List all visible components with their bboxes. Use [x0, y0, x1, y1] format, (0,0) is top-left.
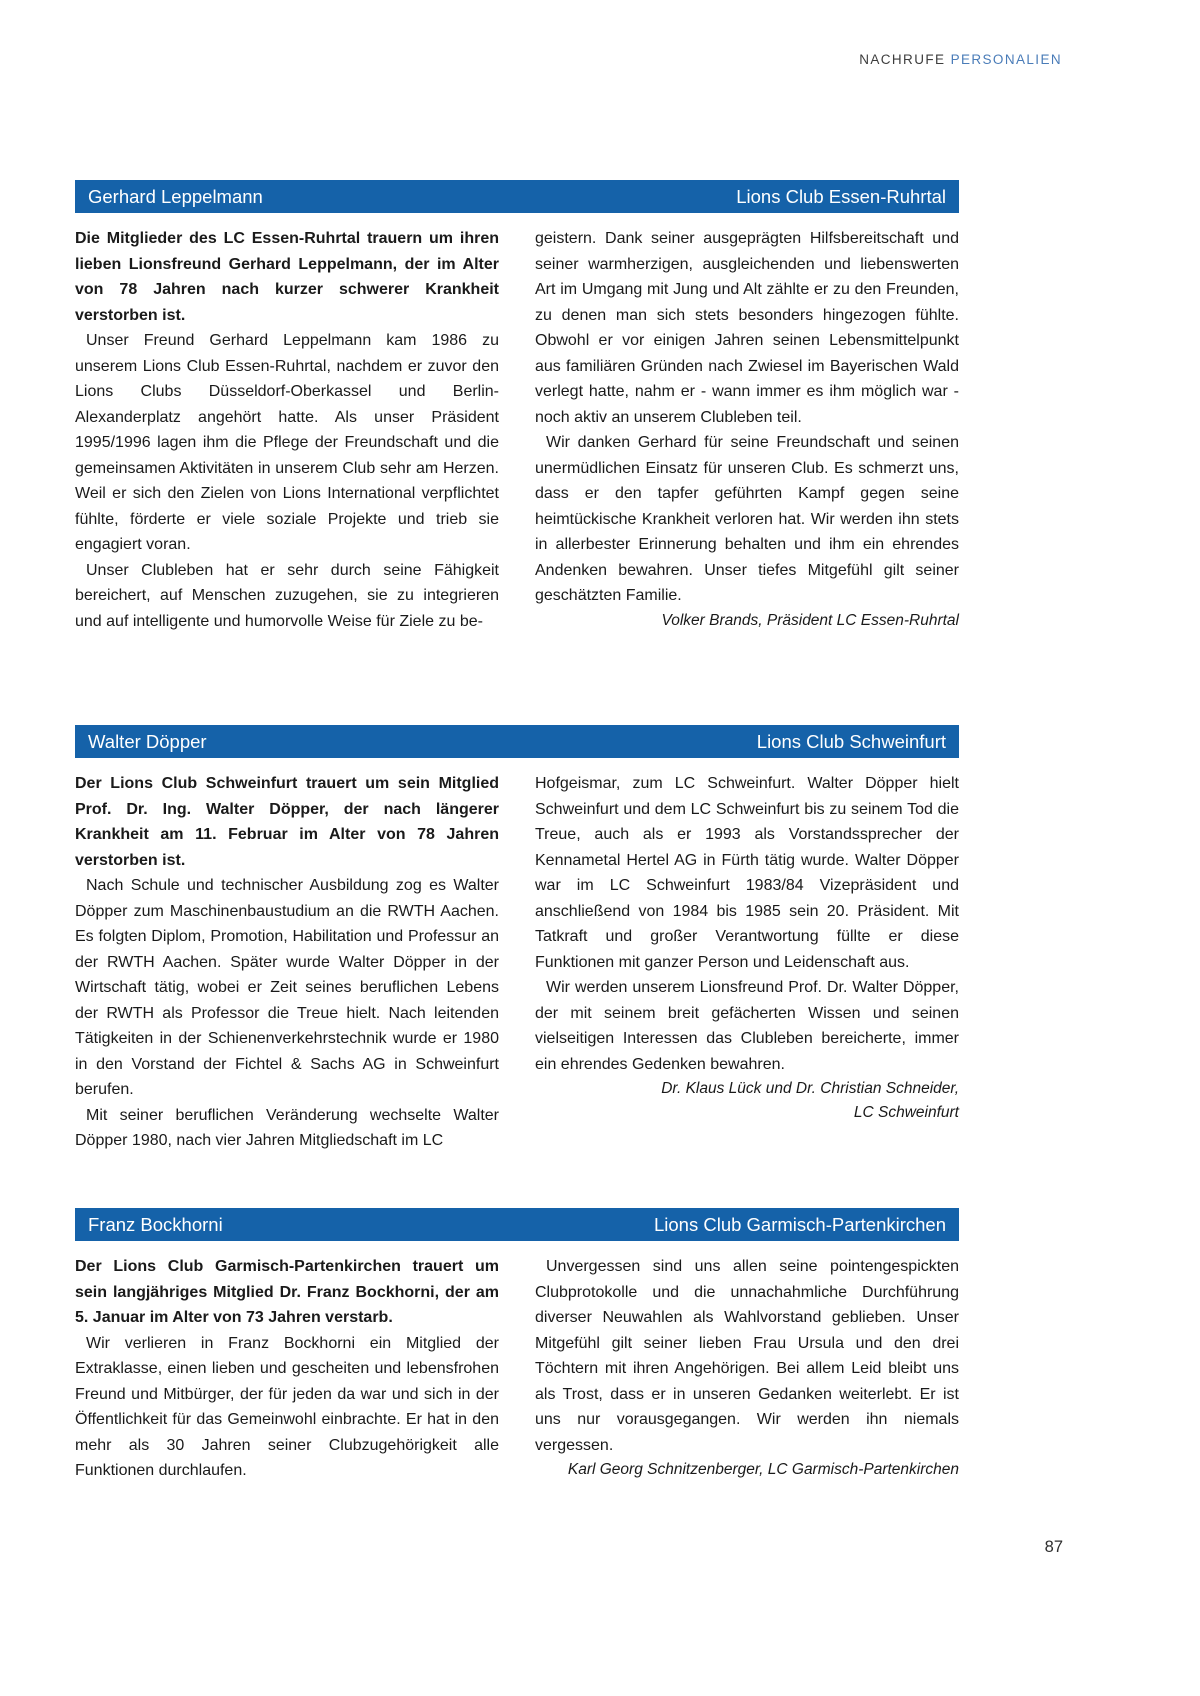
- section-label: NACHRUFE: [859, 52, 946, 67]
- signature: Dr. Klaus Lück und Dr. Christian Schneider,: [661, 1080, 959, 1097]
- body-paragraph: Nach Schule und technischer Ausbildung zog es Walter Döpper zum Maschinenbaustudium an die RWTH Aachen. Es folgten Diplom, Promotion, Habilitation und Professur an der RWTH Aachen. Später wurde Walter Döpper in der Wirtschaft tätig, wobei er Zeit seines beruflichen Lebens der RWTH als Professor die Treue hielt. Nach leitenden Tätigkeiten in der Schienenverkehrstechnik wurde er 1980 in den Vorstand der Fichtel & Sachs AG in Schweinfurt berufen.: [75, 877, 499, 1098]
- obituary-name: Franz Bockhorni: [88, 1213, 223, 1235]
- left-column: [75, 226, 499, 634]
- body-paragraph: Mit seiner beruflichen Veränderung wechselte Walter Döpper 1980, nach vier Jahren Mitgliedschaft im LC: [75, 1106, 499, 1149]
- body-paragraph: Unser Clubleben hat er sehr durch seine Fähigkeit bereichert, auf Menschen zuzugehen, sie zu integrieren und auf intelligente und humorvolle Weise für Ziele zu be-: [75, 561, 499, 630]
- signature-line-2: LC Schweinfurt: [853, 1104, 959, 1121]
- body-paragraph: Wir werden unserem Lionsfreund Prof. Dr. Walter Döpper, der mit seinem breit gefächerten Wissen und seinen vielseitigen Interessen das Clubleben bereicherte, immer ein ehrendes Gedenken bewahren.: [535, 979, 959, 1073]
- body-paragraph: Unvergessen sind uns allen seine pointengespickten Clubprotokolle und die unnachahmliche Durchführung diverser Neuwahlen als Wahlvorstand geblieben. Unser Mitgefühl gilt seiner lieben Frau Ursula und den drei Töchtern mit ihren Angehörigen. Bei allem Leid bleibt uns als Trost, dass er in unseren Gedanken weiterlebt. Er ist uns nur vorausgegangen. Wir werden ihn niemals vergessen.: [535, 1258, 959, 1454]
- body-paragraph: geistern. Dank seiner ausgeprägten Hilfsbereitschaft und seiner warmherzigen, ausgleichenden und liebenswerten Art im Umgang mit Jung und Alt zählte er zu den Freunden, zu denen man sich stets besonders hingezogen fühlte. Obwohl er vor einigen Jahren seinen Lebensmittelpunkt aus familiären Gründen nach Zwiesel im Bayerischen Wald verlegt hatte, nahm er - wann immer es ihm möglich war - noch aktiv an unserem Clubleben teil.: [535, 230, 959, 426]
- left-column: [75, 1254, 499, 1484]
- page-header: [859, 52, 1062, 67]
- obituary-club: Lions Club Schweinfurt: [756, 730, 946, 752]
- page-number: 87: [1044, 1538, 1063, 1556]
- obituary-bockhorni: [75, 1208, 959, 1484]
- obituary-doepper: [75, 725, 959, 1154]
- obituary-body: [75, 1254, 959, 1484]
- left-column: [75, 771, 499, 1154]
- body-paragraph: Unser Freund Gerhard Leppelmann kam 1986 zu unserem Lions Club Essen-Ruhrtal, nachdem er zuvor den Lions Clubs Düsseldorf-Oberkassel und Berlin-Alexanderplatz angehört hatte. Als unser Präsident 1995/1996 lagen ihm die Pflege der Freundschaft und die gemeinsamen Aktivitäten in unserem Club sehr am Herzen. Weil er sich den Zielen von Lions International verpflichtet fühlte, förderte er viele soziale Projekte und trieb sie engagiert voran.: [75, 332, 499, 553]
- lead-paragraph: Der Lions Club Garmisch-Partenkirchen trauert um sein langjähriges Mitglied Dr. Franz Bockhorni, der am 5. Januar im Alter von 73 Jahren verstarb.: [75, 1258, 499, 1326]
- lead-paragraph: Die Mitglieder des LC Essen-Ruhrtal trauern um ihren lieben Lionsfreund Gerhard Leppelmann, der im Alter von 78 Jahren nach kurzer schwerer Krankheit verstorben ist.: [75, 230, 499, 324]
- obituary-body: [75, 226, 959, 634]
- obituary-leppelmann: [75, 180, 959, 634]
- body-paragraph: Wir danken Gerhard für seine Freundschaft und seinen unermüdlichen Einsatz für unseren Club. Es schmerzt uns, dass er den tapfer geführten Kampf gegen seine heimtückische Krankheit verloren hat. Wir werden ihn stets in allerbester Erinnerung behalten und ihm ein ehrendes Andenken bewahren. Unser tiefes Mitgefühl gilt seiner geschätzten Familie.: [535, 434, 959, 604]
- obituary-header-bar: [75, 1208, 959, 1241]
- right-column: [535, 1254, 959, 1484]
- obituary-club: Lions Club Garmisch-Partenkirchen: [653, 1213, 946, 1235]
- obituary-header-bar: [75, 180, 959, 213]
- body-paragraph: Hofgeismar, zum LC Schweinfurt. Walter Döpper hielt Schweinfurt und dem LC Schweinfurt bis zu seinem Tod die Treue, auch als er 1993 als Vorstandssprecher der Kennametal Hertel AG in Fürth tätig wurde. Walter Döpper war im LC Schweinfurt 1983/84 Vizepräsident und anschließend von 1984 bis 1985 sein 20. Präsident. Mit Tatkraft und großer Verantwortung füllte er diese Funktionen mit ganzer Person und Leidenschaft aus.: [535, 775, 959, 971]
- body-paragraph: Wir verlieren in Franz Bockhorni ein Mitglied der Extraklasse, einen lieben und gescheiten und lebensfrohen Freund und Mitbürger, der für jeden da war und sich in der Öffentlichkeit für das Gemeinwohl einbrachte. Er hat in den mehr als 30 Jahren seiner Clubzugehörigkeit alle Funktionen durchlaufen.: [75, 1334, 499, 1479]
- obituary-body: [75, 771, 959, 1154]
- obituary-name: Walter Döpper: [88, 730, 207, 752]
- lead-paragraph: Der Lions Club Schweinfurt trauert um sein Mitglied Prof. Dr. Ing. Walter Döpper, der nach längerer Krankheit am 11. Februar im Alter von 78 Jahren verstorben ist.: [75, 775, 499, 869]
- right-column: [535, 226, 959, 634]
- obituary-club: Lions Club Essen-Ruhrtal: [736, 185, 946, 207]
- signature: Karl Georg Schnitzenberger, LC Garmisch-Partenkirchen: [567, 1461, 959, 1478]
- obituary-name: Gerhard Leppelmann: [88, 185, 263, 207]
- category-label: PERSONALIEN: [950, 52, 1062, 67]
- obituary-header-bar: [75, 725, 959, 758]
- signature: Volker Brands, Präsident LC Essen-Ruhrtal: [661, 611, 959, 629]
- right-column: [535, 771, 959, 1154]
